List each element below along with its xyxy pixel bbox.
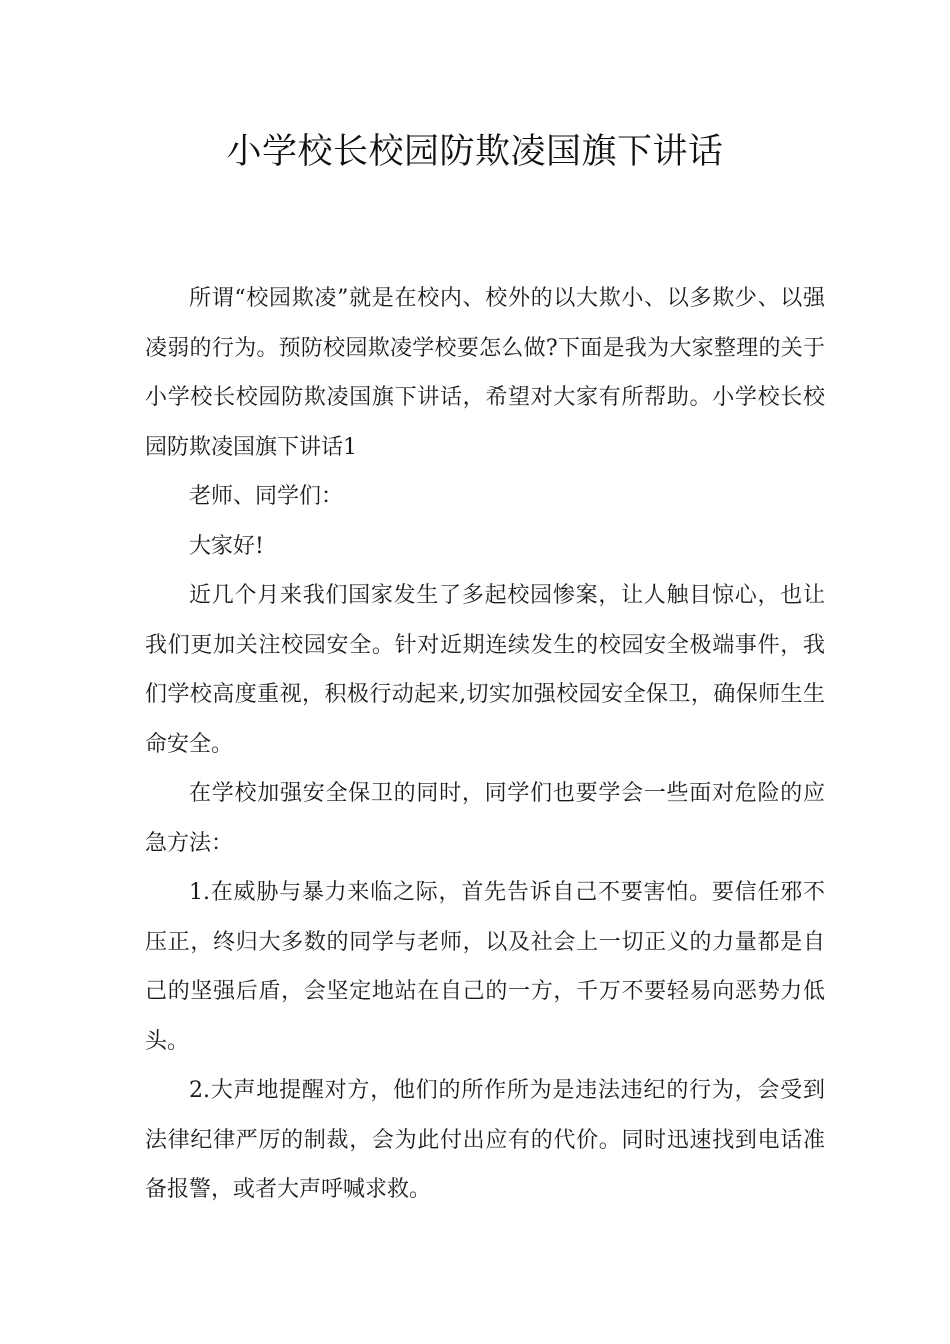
document-body — [145, 274, 825, 1215]
paragraph-salutation: 老师、同学们： — [189, 484, 344, 509]
paragraph-methods-intro: 在学校加强安全保卫的同时，同学们也要学会一些面对危险的应急方法： — [145, 781, 825, 856]
paragraph-method-2: 2.大声地提醒对方，他们的所作所为是违法违纪的行为，会受到法律纪律严厉的制裁，会为此付出应有的代价。同时迅速找到电话准备报警，或者大声呼喊求救。 — [145, 1078, 825, 1202]
paragraph-greeting: 大家好! — [189, 533, 264, 559]
paragraph-method-1: 1.在威胁与暴力来临之际，首先告诉自己不要害怕。要信任邪不压正，终归大多数的同学与老师，以及社会上一切正义的力量都是自己的坚强后盾，会坚定地站在自己的一方，千万不要轻易向恶势力低头。 — [145, 880, 825, 1054]
paragraph-context: 近几个月来我们国家发生了多起校园惨案，让人触目惊心，也让我们更加关注校园安全。针对近期连续发生的校园安全极端事件，我们学校高度重视，积极行动起来,切实加强校园安全保卫，确保师生生命安全。 — [145, 583, 825, 757]
paragraph-intro: 所谓“校园欺凌”就是在校内、校外的以大欺小、以多欺少、以强凌弱的行为。预防校园欺凌学校要怎么做?下面是我为大家整理的关于小学校长校园防欺凌国旗下讲话，希望对大家有所帮助。小学校长校园防欺凌国旗下讲话1 — [145, 286, 825, 460]
document-title: 小学校长校园防欺凌国旗下讲话 — [226, 132, 724, 172]
